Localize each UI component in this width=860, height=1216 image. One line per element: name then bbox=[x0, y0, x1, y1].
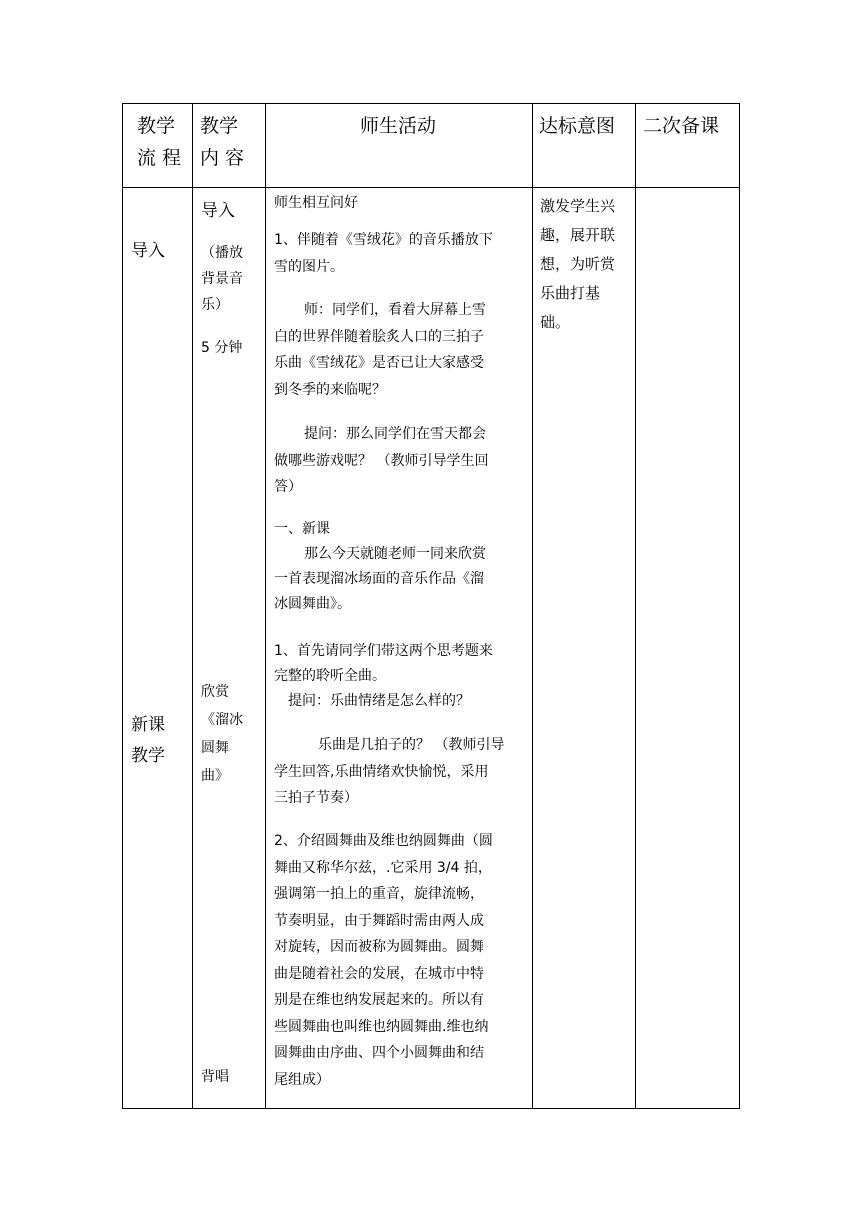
content-intro-note-1: （播放 bbox=[201, 245, 243, 261]
body-row bbox=[123, 188, 740, 1109]
content-appreciate-4: 曲》 bbox=[201, 768, 229, 784]
header-content-line2: 内 容 bbox=[200, 147, 245, 169]
activity-waltz-5: 对旋转，因而被称为圆舞曲。圆舞 bbox=[274, 939, 484, 955]
header-row bbox=[123, 104, 740, 188]
activity-waltz-6: 曲是随着社会的发展，在城市中特 bbox=[274, 965, 484, 982]
activity-waltz-8: 些圆舞曲也叫维也纳圆舞曲.维也纳 bbox=[274, 1018, 489, 1035]
goal-line-2: 趣，展开联 bbox=[540, 226, 616, 244]
content-intro-note-2: 背景音 bbox=[201, 271, 243, 287]
activity-new-intro-2: 一首表现溜冰场面的音乐作品《溜 bbox=[274, 571, 484, 587]
goal-line-5: 础。 bbox=[540, 313, 571, 331]
activity-question-1: 提问：那么同学们在雪天都会 bbox=[304, 426, 486, 442]
goal-line-1: 激发学生兴 bbox=[540, 197, 616, 215]
activity-teacher-3: 乐曲《雪绒花》是否已让大家感受 bbox=[274, 355, 484, 371]
activity-step1-1: 1、伴随着《雪绒花》的音乐播放下 bbox=[274, 232, 493, 248]
content-appreciate-2: 《溜冰 bbox=[201, 712, 243, 728]
process-new-line2: 教学 bbox=[131, 746, 165, 766]
activity-listen-2: 完整的聆听全曲。 bbox=[274, 668, 386, 684]
activity-new-intro-3: 冰圆舞曲》。 bbox=[274, 596, 351, 612]
activity-greeting: 师生相互问好 bbox=[274, 195, 358, 211]
header-goals-label: 达标意图 bbox=[539, 115, 616, 137]
header-goals bbox=[533, 104, 636, 188]
activity-waltz-3: 强调第一拍上的重音，旋律流畅， bbox=[274, 886, 484, 902]
process-cell bbox=[123, 188, 193, 1109]
goal-line-3: 想，为听赏 bbox=[540, 255, 616, 273]
activity-waltz-10: 尾组成） bbox=[274, 1071, 330, 1088]
process-intro: 导入 bbox=[131, 241, 165, 261]
activity-waltz-9: 圆舞曲由序曲、四个小圆舞曲和结 bbox=[274, 1045, 484, 1061]
goal-line-4: 乐曲打基 bbox=[540, 284, 601, 302]
header-activities-label: 师生活动 bbox=[360, 115, 437, 137]
content-sing: 背唱 bbox=[201, 1069, 229, 1085]
header-process bbox=[123, 104, 193, 188]
activity-teacher-1: 师：同学们，看着大屏幕上雪 bbox=[304, 302, 486, 318]
header-content-line1: 教学 bbox=[200, 115, 239, 137]
content-intro-title: 导入 bbox=[201, 201, 235, 221]
activity-ask1: 提问：乐曲情绪是怎么样的？ bbox=[288, 693, 470, 709]
activity-listen-1: 1、首先请同学们带这两个思考题来 bbox=[274, 643, 493, 659]
content-appreciate-3: 圆舞 bbox=[201, 740, 229, 756]
activity-waltz-7: 别是在维也纳发展起来的。所以有 bbox=[274, 992, 484, 1008]
activity-new-intro-1: 那么今天就随老师一同来欣赏 bbox=[304, 546, 486, 562]
second-prep-cell bbox=[636, 188, 740, 1109]
activity-waltz-2: 舞曲又称华尔兹，.它采用 3/4 拍， bbox=[274, 859, 492, 876]
activity-question-2: 做哪些游戏呢？ （教师引导学生回 bbox=[274, 452, 489, 469]
header-process-line1: 教学 bbox=[137, 115, 176, 137]
content-intro-time: 5 分钟 bbox=[201, 340, 243, 356]
header-second-prep bbox=[636, 104, 740, 188]
activity-question-3: 答） bbox=[274, 479, 302, 495]
activity-teacher-2: 白的世界伴随着脍炙人口的三拍子 bbox=[274, 328, 484, 345]
lesson-plan-table bbox=[122, 103, 740, 1109]
content-cell bbox=[193, 188, 266, 1109]
header-activities bbox=[266, 104, 533, 188]
header-second-prep-label: 二次备课 bbox=[643, 115, 720, 137]
activity-waltz-1: 2、介绍圆舞曲及维也纳圆舞曲（圆 bbox=[274, 833, 493, 849]
activities-cell bbox=[266, 188, 533, 1109]
process-new-line1: 新课 bbox=[131, 715, 165, 735]
header-process-line2: 流 程 bbox=[137, 147, 182, 169]
content-intro-note-3: 乐） bbox=[201, 297, 229, 313]
content-appreciate-1: 欣赏 bbox=[201, 684, 229, 700]
header-content bbox=[193, 104, 266, 188]
activity-step1-2: 雪的图片。 bbox=[274, 258, 344, 275]
activity-new-heading: 一、新课 bbox=[274, 521, 330, 537]
activity-ask2-2: 学生回答,乐曲情绪欢快愉悦，采用 bbox=[274, 763, 489, 780]
goals-cell bbox=[533, 188, 636, 1109]
activity-teacher-4: 到冬季的来临呢？ bbox=[274, 381, 386, 398]
activity-ask2-3: 三拍子节奏） bbox=[274, 790, 358, 806]
activity-ask2-1: 乐曲是几拍子的？ （教师引导 bbox=[318, 737, 505, 753]
activity-waltz-4: 节奏明显，由于舞蹈时需由两人成 bbox=[274, 912, 484, 929]
